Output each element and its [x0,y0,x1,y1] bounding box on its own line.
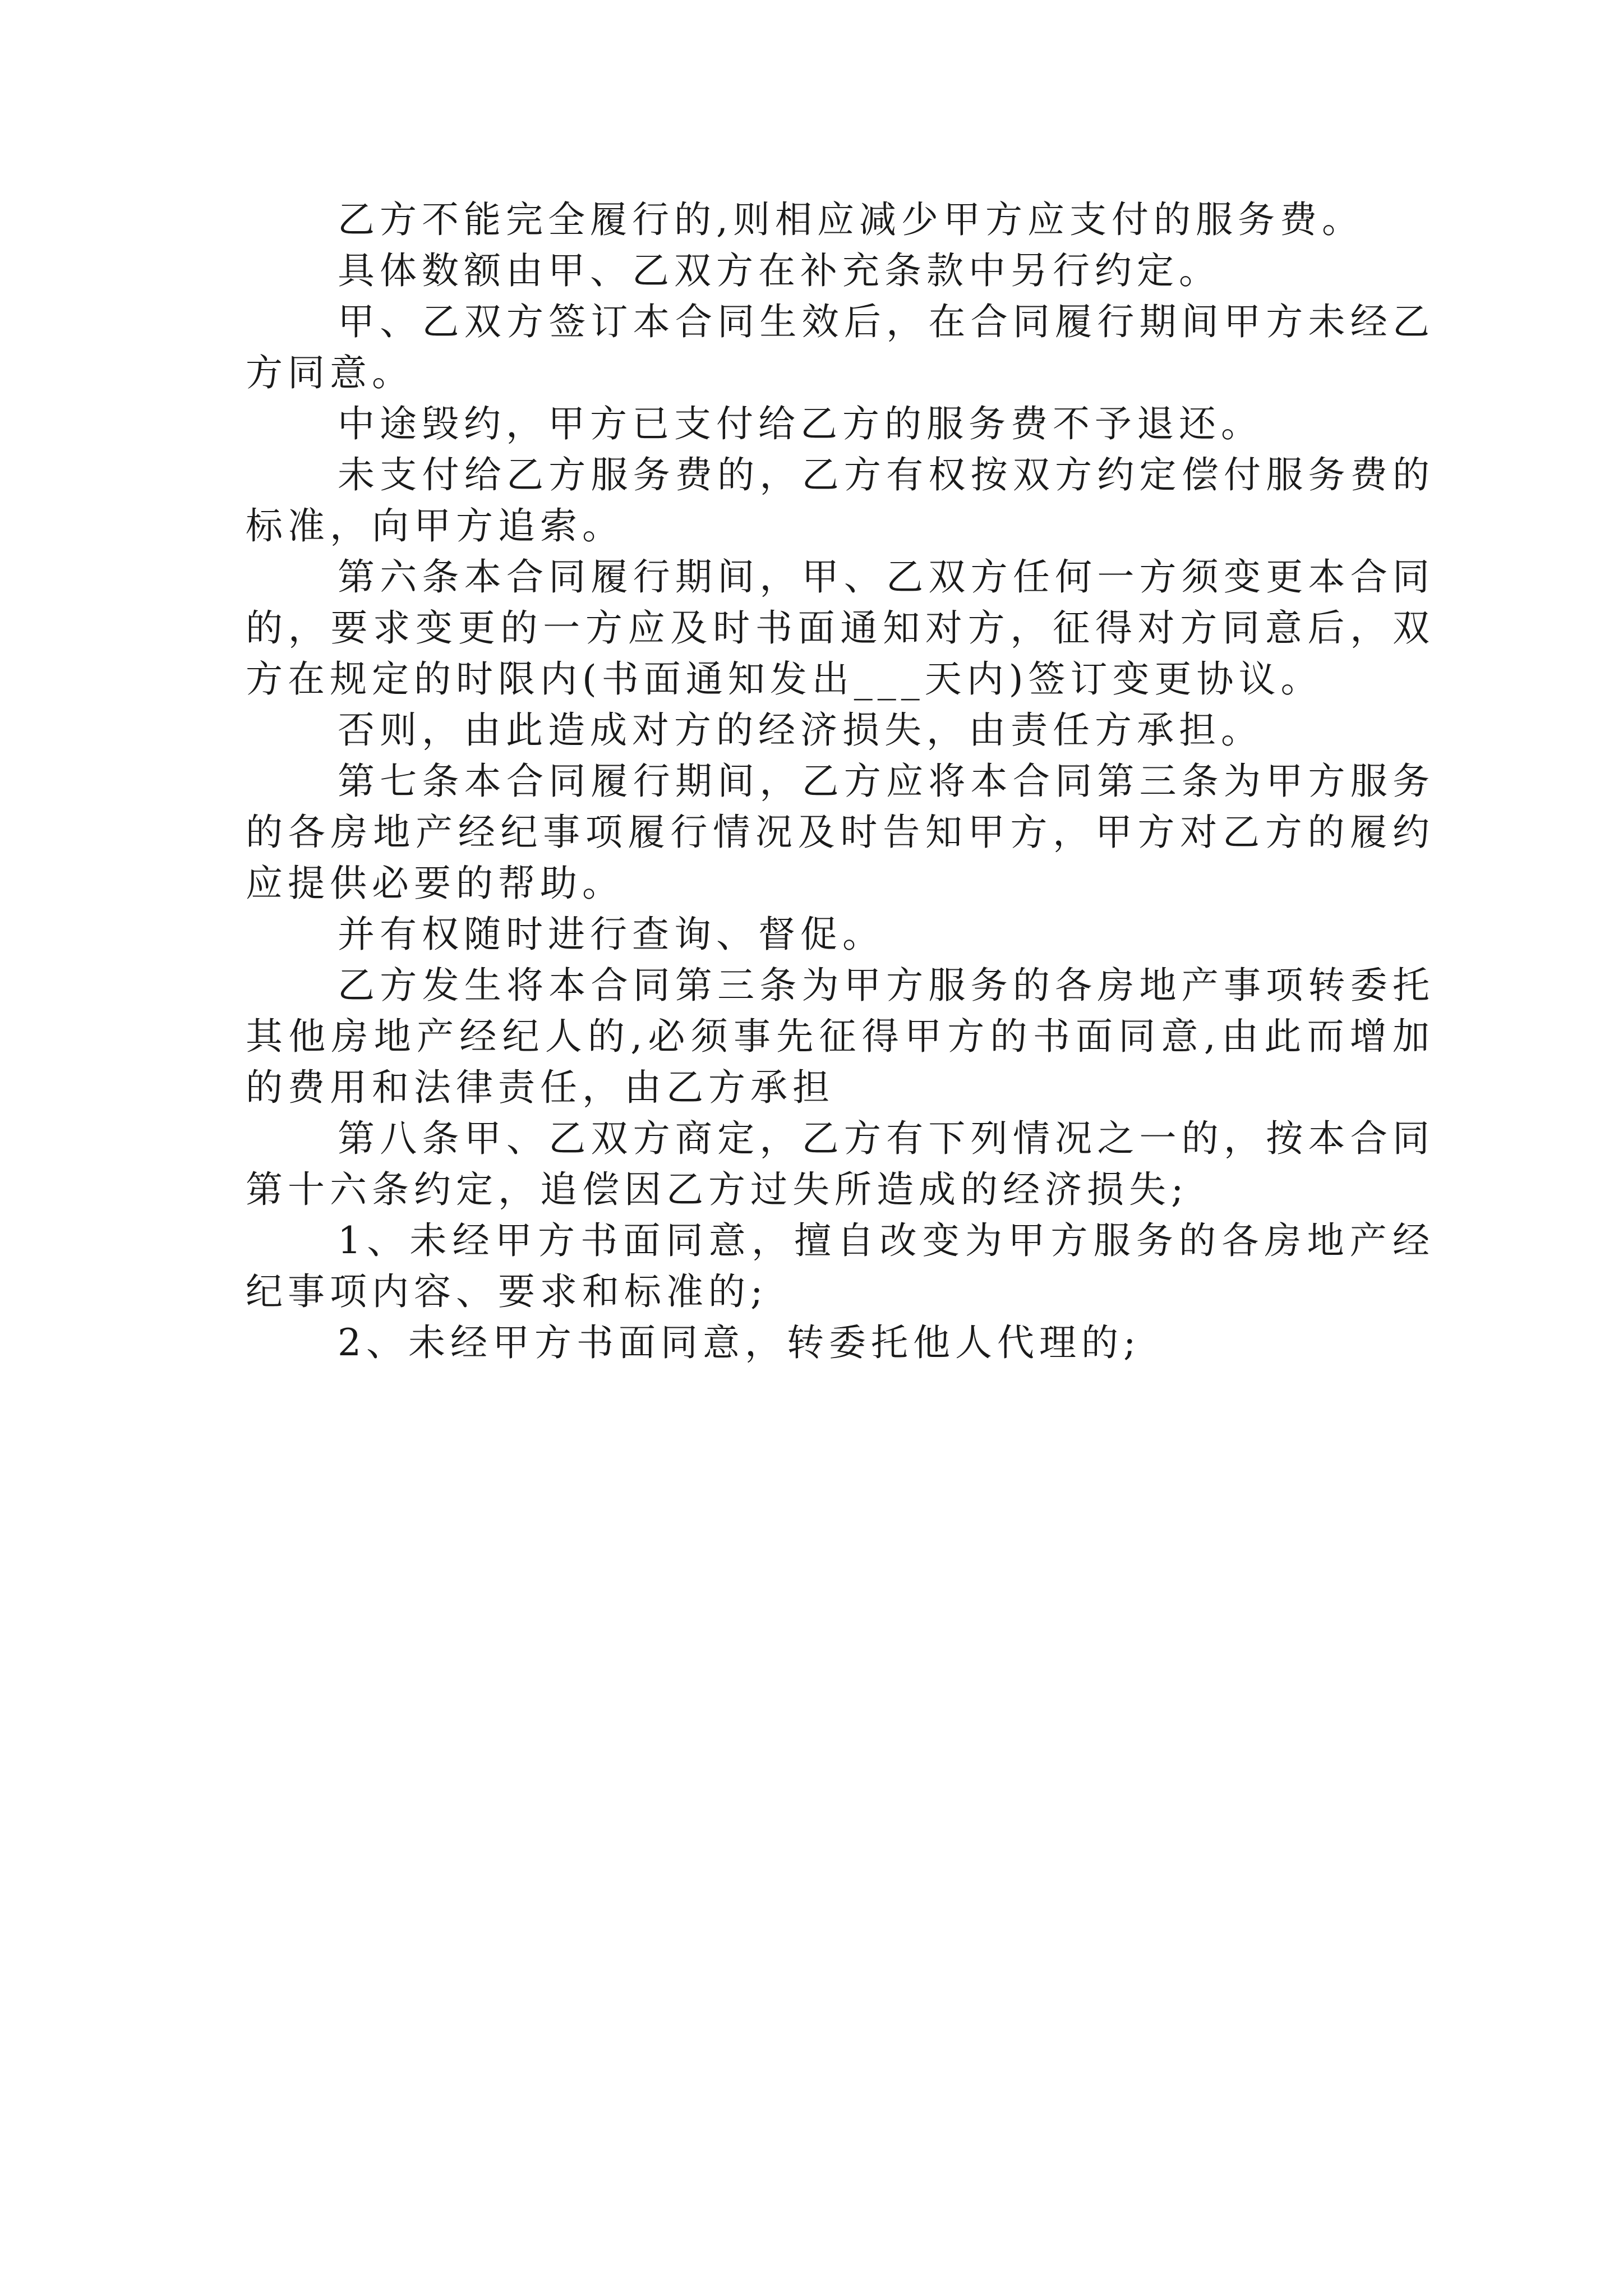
paragraph-5: 未支付给乙方服务费的，乙方有权按双方约定偿付服务费的标准，向甲方追索。 [246,453,1435,547]
paragraph-11: 第八条甲、乙双方商定，乙方有下列情况之一的，按本合同第十六条约定，追偿因乙方过失所造成的经济损失; [246,1117,1435,1211]
paragraph-1: 乙方不能完全履行的,则相应减少甲方应支付的服务费。 [338,198,1364,241]
paragraph-12: 1、未经甲方书面同意，擅自改变为甲方服务的各房地产经纪事项内容、要求和标准的; [246,1219,1435,1313]
document-body [246,194,1435,1368]
paragraph-9: 并有权随时进行查询、督促。 [338,913,884,956]
paragraph-6: 第六条本合同履行期间，甲、乙双方任何一方须变更本合同的，要求变更的一方应及时书面通知对方，征得对方同意后，双方在规定的时限内(书面通知发出___天内)签订变更协议。 [246,555,1435,701]
paragraph-10: 乙方发生将本合同第三条为甲方服务的各房地产事项转委托其他房地产经纪人的,必须事先征得甲方的书面同意,由此而增加的费用和法律责任，由乙方承担 [246,964,1435,1109]
paragraph-3: 甲、乙双方签订本合同生效后，在合同履行期间甲方未经乙方同意。 [246,300,1435,394]
paragraph-7: 否则，由此造成对方的经济损失，由责任方承担。 [338,708,1263,752]
paragraph-4: 中途毁约，甲方已支付给乙方的服务费不予退还。 [338,402,1263,445]
paragraph-8: 第七条本合同履行期间，乙方应将本合同第三条为甲方服务的各房地产经纪事项履行情况及时告知甲方，甲方对乙方的履约应提供必要的帮助。 [246,760,1435,905]
paragraph-13: 2、未经甲方书面同意，转委托他人代理的; [338,1321,1141,1364]
paragraph-2: 具体数额由甲、乙双方在补充条款中另行约定。 [338,249,1221,292]
